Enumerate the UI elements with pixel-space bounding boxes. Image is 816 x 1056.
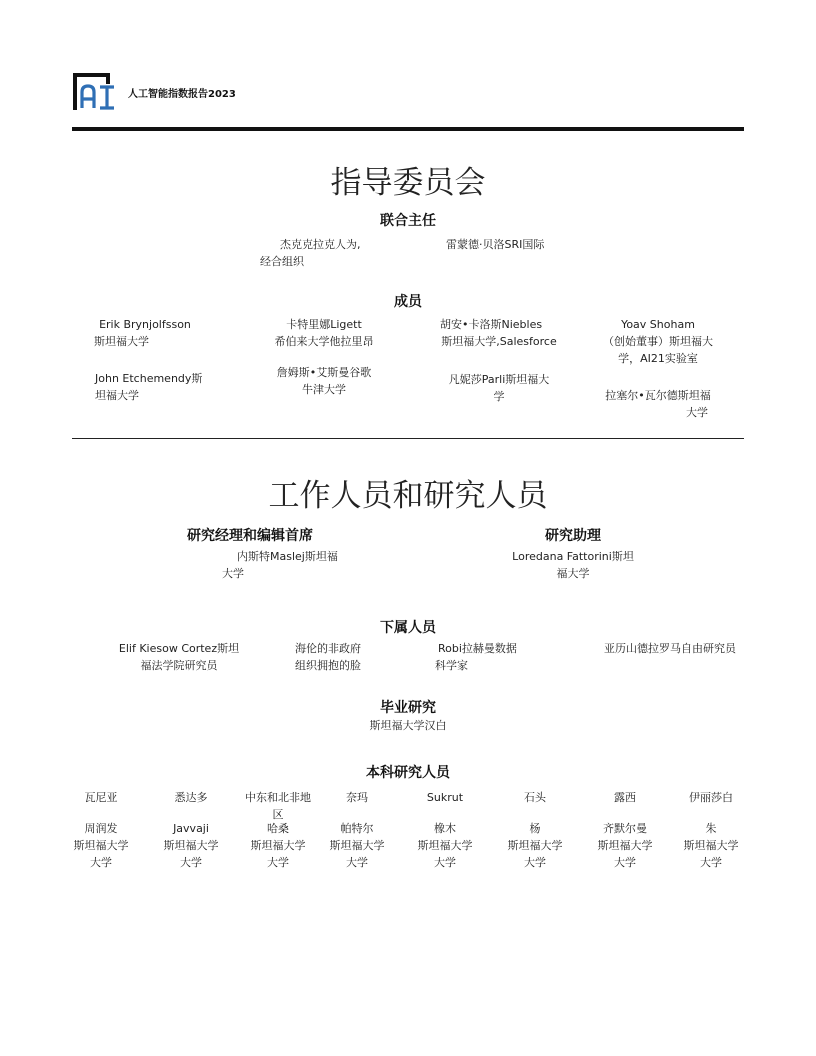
affiliate-cortez: Elif Kiesow Cortez斯坦 福法学院研究员 — [118, 642, 240, 672]
member-shoham: Yoav Shoham （创始董事）斯坦福大 学，AI21实验室 — [603, 318, 713, 365]
section-divider — [72, 438, 744, 439]
undergrad-javvaji: 悉达多 Javvaji 斯坦福大学 大学 — [163, 791, 219, 869]
member-ligett: 卡特里娜Ligett 希伯来大学他拉里昂 — [274, 318, 374, 348]
graduate-heading: 毕业研究 — [380, 700, 436, 716]
research-manager: 内斯特Maslej斯坦福 大学 — [222, 550, 338, 580]
member-brynjolfsson: Erik Brynjolfsson 斯坦福大学 — [94, 318, 191, 348]
graduate-researcher: 斯坦福大学汉白 — [369, 719, 447, 732]
member-manyika: 詹姆斯•艾斯曼谷歌 牛津大学 — [276, 366, 372, 396]
member-parli: 凡妮莎Parli斯坦福大 学 — [448, 373, 550, 403]
member-niebles: 胡安•卡洛斯Niebles 斯坦福大学,Salesforce — [440, 318, 557, 348]
undergrad-hassan: 中东和北非地 区 哈桑 斯坦福大学 大学 — [245, 791, 311, 869]
steering-committee-title: 指导委员会 — [330, 165, 486, 201]
cochair-clark-name: 杰克克拉克人为, — [280, 238, 361, 251]
affiliated-heading: 下属人员 — [380, 620, 436, 636]
undergrad-zhu: 伊丽莎白 朱 斯坦福大学 大学 — [683, 791, 739, 869]
undergrad-heading: 本科研究人员 — [366, 765, 450, 781]
ai-index-logo — [72, 72, 118, 112]
undergrad-patel: 奈玛 帕特尔 斯坦福大学 大学 — [329, 791, 385, 869]
affiliate-rahman: Robi拉赫曼数据 科学家 — [435, 642, 517, 672]
member-etchemendy: John Etchemendy斯 坦福大学 — [95, 372, 203, 402]
research-assistant-heading: 研究助理 — [545, 528, 601, 544]
header-divider — [72, 127, 744, 131]
cochair-perrault-name: 雷蒙德·贝洛SRI国际 — [446, 238, 545, 251]
cochair-clark — [260, 236, 390, 270]
affiliate-rome: 亚历山德拉罗马自由研究员 — [604, 642, 736, 655]
affiliate-ngo: 海伦的非政府 组织拥抱的脸 — [295, 642, 361, 672]
members-heading: 成员 — [394, 294, 422, 310]
undergrad-zimmerman: 露西 齐默尔曼 斯坦福大学 大学 — [597, 791, 653, 869]
member-wald: 拉塞尔•瓦尔德斯坦福 大学 — [605, 389, 711, 419]
undergrad-yang: 石头 杨 斯坦福大学 大学 — [507, 791, 563, 869]
research-manager-heading: 研究经理和编辑首席 — [187, 528, 313, 544]
staff-researchers-title: 工作人员和研究人员 — [268, 478, 548, 514]
undergrad-chow: 瓦尼亚 周润发 斯坦福大学 大学 — [73, 791, 129, 869]
undergrad-sukrut: Sukrut 橡木 斯坦福大学 大学 — [417, 791, 473, 869]
research-assistant: Loredana Fattorini斯坦 福大学 — [512, 550, 634, 580]
cochairs-heading: 联合主任 — [380, 213, 436, 229]
report-title: 人工智能指数报告2023 — [128, 89, 236, 100]
cochair-perrault — [446, 236, 596, 253]
cochair-clark-affiliation: 经合组织 — [260, 255, 304, 268]
